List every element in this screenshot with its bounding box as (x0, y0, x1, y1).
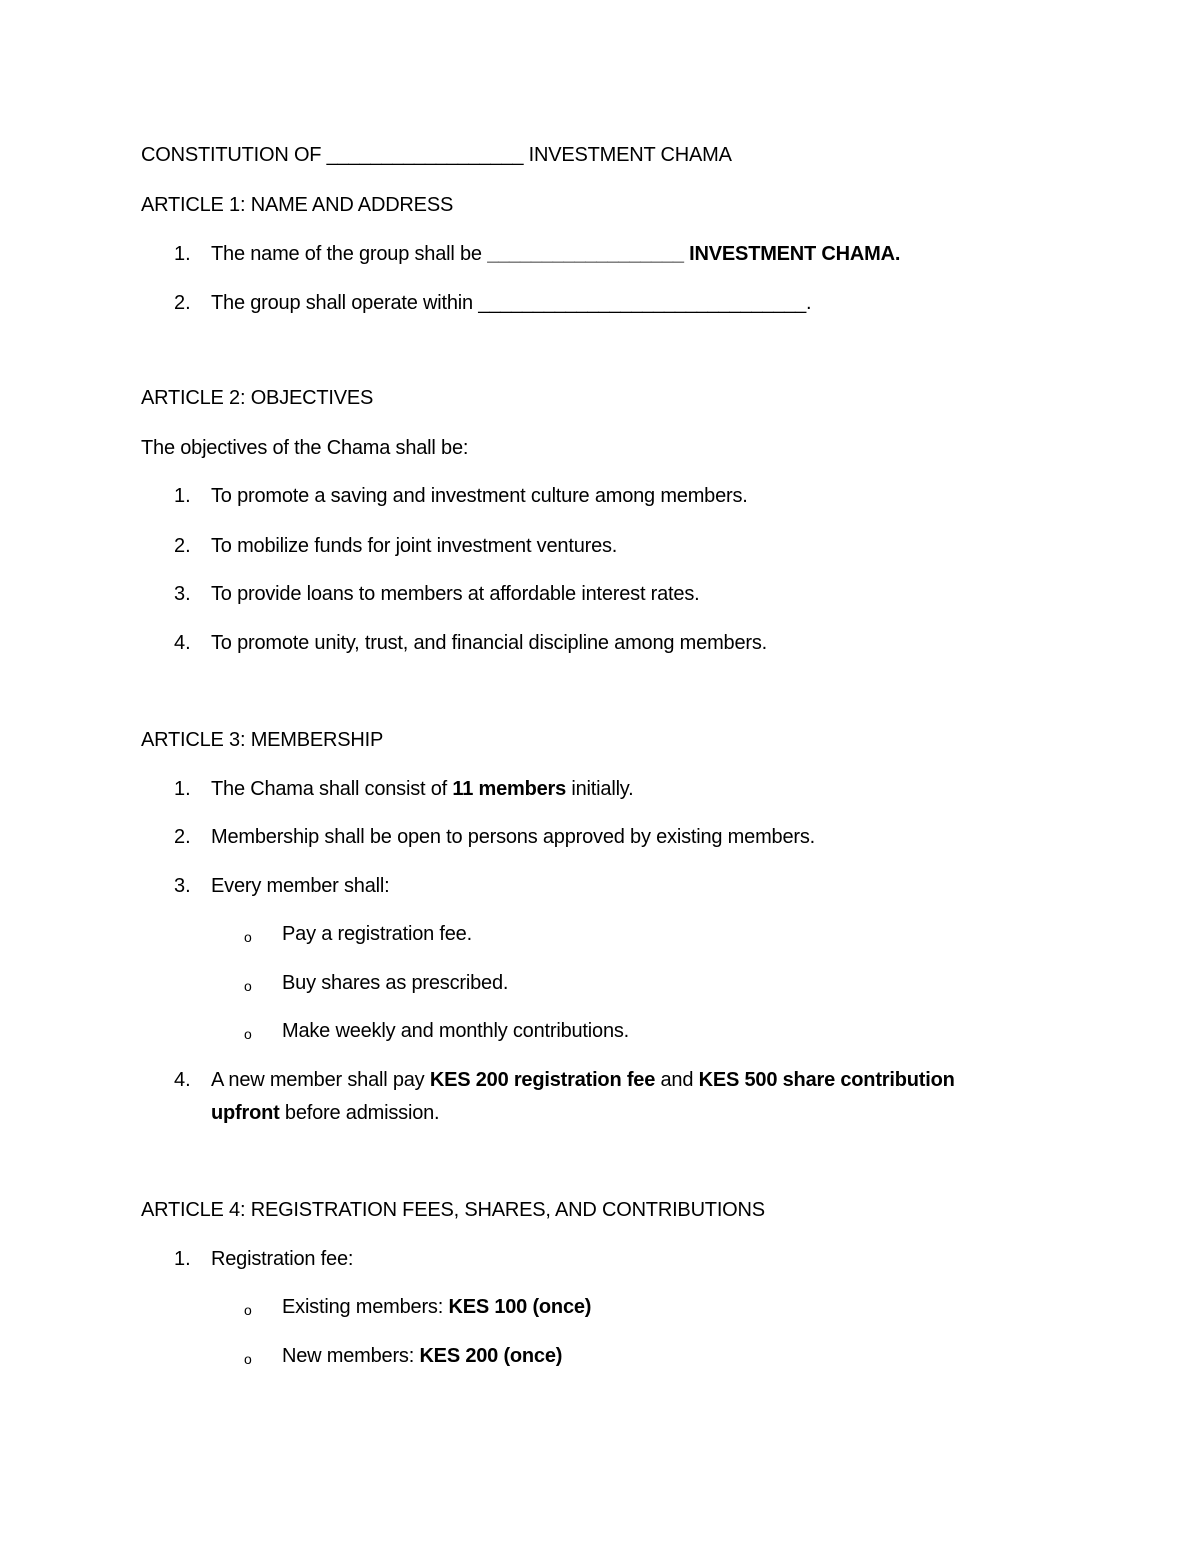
sub-list-item: Make weekly and monthly contributions. (282, 1020, 630, 1042)
list-item: To promote unity, trust, and financial discipline among members. (211, 632, 767, 654)
list-item: To provide loans to members at affordable interest rates. (211, 583, 700, 605)
list-number: 1. (174, 778, 191, 800)
list-number: 3. (174, 583, 191, 605)
list-number: 2. (174, 826, 191, 848)
article-3-heading: ARTICLE 3: MEMBERSHIP (141, 729, 384, 751)
list-number: 1. (174, 1248, 191, 1270)
article-1-heading: ARTICLE 1: NAME AND ADDRESS (141, 194, 454, 216)
article-2-heading: ARTICLE 2: OBJECTIVES (141, 387, 374, 409)
list-item: Registration fee: (211, 1248, 354, 1270)
article-2-intro: The objectives of the Chama shall be: (141, 437, 469, 459)
article-4-heading: ARTICLE 4: REGISTRATION FEES, SHARES, AND CONTRIBUTIONS (141, 1199, 765, 1221)
bullet-icon: o (244, 978, 252, 994)
list-item: The Chama shall consist of 11 members initially. (211, 778, 634, 800)
sub-list-item: Pay a registration fee. (282, 923, 472, 945)
bullet-icon: o (244, 1302, 252, 1318)
list-item: The group shall operate within ______________________________. (211, 292, 812, 314)
bullet-icon: o (244, 1026, 252, 1042)
list-number: 4. (174, 632, 191, 654)
sub-list-item: New members: KES 200 (once) (282, 1345, 563, 1367)
bullet-icon: o (244, 929, 252, 945)
list-number: 3. (174, 875, 191, 897)
list-number: 2. (174, 535, 191, 557)
list-item: A new member shall pay KES 200 registration fee and KES 500 share contribution (211, 1069, 955, 1091)
list-item: To promote a saving and investment culture among members. (211, 485, 748, 507)
sub-list-item: Existing members: KES 100 (once) (282, 1296, 592, 1318)
list-number: 2. (174, 292, 191, 314)
list-item: The name of the group shall be __________________ INVESTMENT CHAMA. (211, 243, 901, 265)
list-item: To mobilize funds for joint investment ventures. (211, 535, 618, 557)
list-item: Membership shall be open to persons approved by existing members. (211, 826, 815, 848)
list-item: Every member shall: (211, 875, 390, 897)
list-number: 4. (174, 1069, 191, 1091)
bullet-icon: o (244, 1351, 252, 1367)
list-item-continuation: upfront before admission. (211, 1102, 440, 1124)
list-number: 1. (174, 243, 191, 265)
sub-list-item: Buy shares as prescribed. (282, 972, 509, 994)
list-number: 1. (174, 485, 191, 507)
document-title: CONSTITUTION OF __________________ INVESTMENT CHAMA (141, 144, 732, 166)
